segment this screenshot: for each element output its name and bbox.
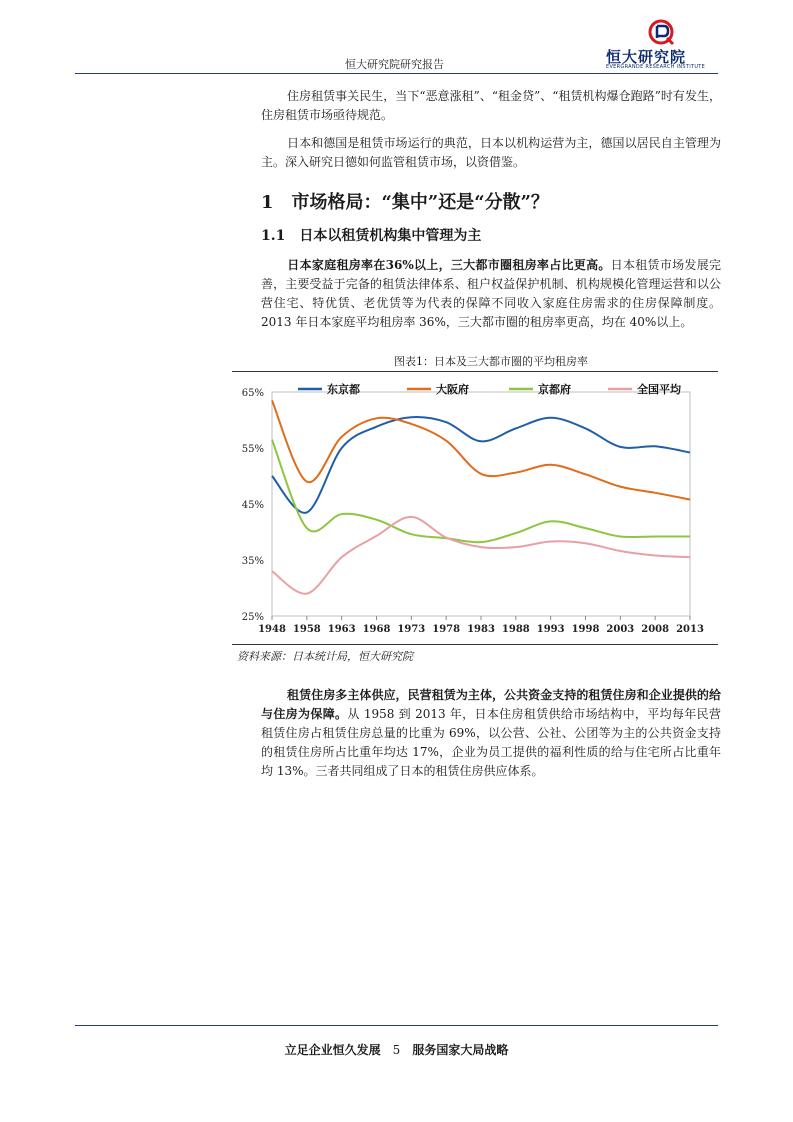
paragraph-rental-rate-lead: 日本家庭租房率在36%以上，三大都市圈租房率占比更高。	[287, 258, 611, 272]
series-line-osaka	[272, 400, 690, 499]
paragraph-intro-text: 住房租赁事关民生，当下“恶意涨租”、“租金贷”、“租赁机构爆仓跑路”时有发生，住房租赁市场亟待规范。	[261, 89, 721, 122]
footer-divider	[75, 1025, 718, 1026]
paragraph-supply	[261, 686, 721, 781]
y-tick-label: 65%	[241, 388, 264, 399]
x-tick-label: 1948	[258, 624, 286, 635]
legend-label-kyoto: 京都府	[538, 383, 571, 396]
series-line-kyoto	[272, 440, 690, 543]
x-tick-label: 1963	[327, 624, 356, 635]
header-divider	[75, 73, 718, 74]
paragraph-rental-rate-body: 日本租赁市场发展完善，主要受益于完备的租赁法律体系、租户权益保护机制、机构规模化管理运营和以公营住宅、特优赁、老优赁等为代表的保障不同收入家庭住房需求的住房保障制度。2013 年日本家庭平均租房率 36%，三大都市圈的租房率更高，均在 40%以上。	[261, 258, 721, 329]
figure-title: 图表1：日本及三大都市圈的平均租房率	[394, 355, 588, 368]
y-tick-label: 55%	[241, 444, 264, 455]
logo-text: 恒大研究院	[606, 48, 687, 66]
paragraph-rental-rate	[261, 256, 721, 332]
y-tick-label: 35%	[241, 556, 264, 567]
x-tick-label: 1983	[467, 624, 495, 635]
rental-rate-line-chart	[232, 372, 718, 644]
plot-area-frame	[272, 392, 690, 616]
x-tick-label: 1968	[362, 624, 391, 635]
paragraph-intro	[261, 87, 721, 125]
legend-label-national-average: 全国平均	[637, 383, 681, 396]
series-line-national-average	[272, 517, 690, 594]
series-line-tokyo	[272, 417, 690, 513]
x-tick-label: 1988	[501, 624, 530, 635]
logo-subtext: EVERGRANDE RESEARCH INSTITUTE	[606, 64, 706, 70]
footer	[0, 1041, 793, 1058]
paragraph-overview	[261, 134, 721, 172]
x-tick-label: 2008	[641, 624, 670, 635]
page-number: 5	[392, 1043, 401, 1057]
x-tick-label: 2003	[606, 624, 635, 635]
footer-left-slogan: 立足企业恒久发展	[284, 1043, 381, 1057]
paragraph-overview-text: 日本和德国是租赁市场运行的典范，日本以机构运营为主，德国以居民自主管理为主。深入研究日德如何监管租赁市场，以资借鉴。	[261, 136, 721, 169]
y-tick-label: 45%	[241, 500, 264, 511]
x-tick-label: 1958	[292, 624, 321, 635]
section-heading: 1 市场格局：“集中”还是“分散”？	[261, 192, 549, 213]
x-tick-label: 1993	[536, 624, 565, 635]
paragraph-supply-lead: 租赁住房多主体供应，民营租赁为主体，公共资金支持的租赁住房和企业提供的给与住房为保障。	[261, 688, 721, 721]
figure-bottom-rule	[232, 644, 718, 645]
header-title: 恒大研究院研究报告	[345, 58, 444, 71]
legend-label-tokyo: 东京都	[327, 383, 360, 396]
figure-source: 资料来源：日本统计局，恒大研究院	[237, 650, 413, 663]
x-tick-label: 1973	[397, 624, 426, 635]
x-tick-label: 1978	[432, 624, 461, 635]
subsection-heading: 1.1 日本以租赁机构集中管理为主	[261, 228, 482, 244]
x-tick-label: 1998	[571, 624, 600, 635]
x-tick-label: 2013	[676, 624, 704, 635]
paragraph-supply-body: 从 1958 到 2013 年，日本住房租赁供给市场结构中，平均每年民营租赁住房占租赁住房总量的比重为 69%，以公营、公社、公团等为主的公共资金支持的租赁住房所占比重年均达 17%，企业为员工提供的福利性质的给与住宅所占比重年均 13%。三者共同组成了日本的租赁住房供应体系。	[261, 707, 721, 778]
legend-label-osaka: 大阪府	[436, 383, 469, 396]
y-tick-label: 25%	[241, 612, 264, 623]
footer-right-slogan: 服务国家大局战略	[412, 1043, 509, 1057]
